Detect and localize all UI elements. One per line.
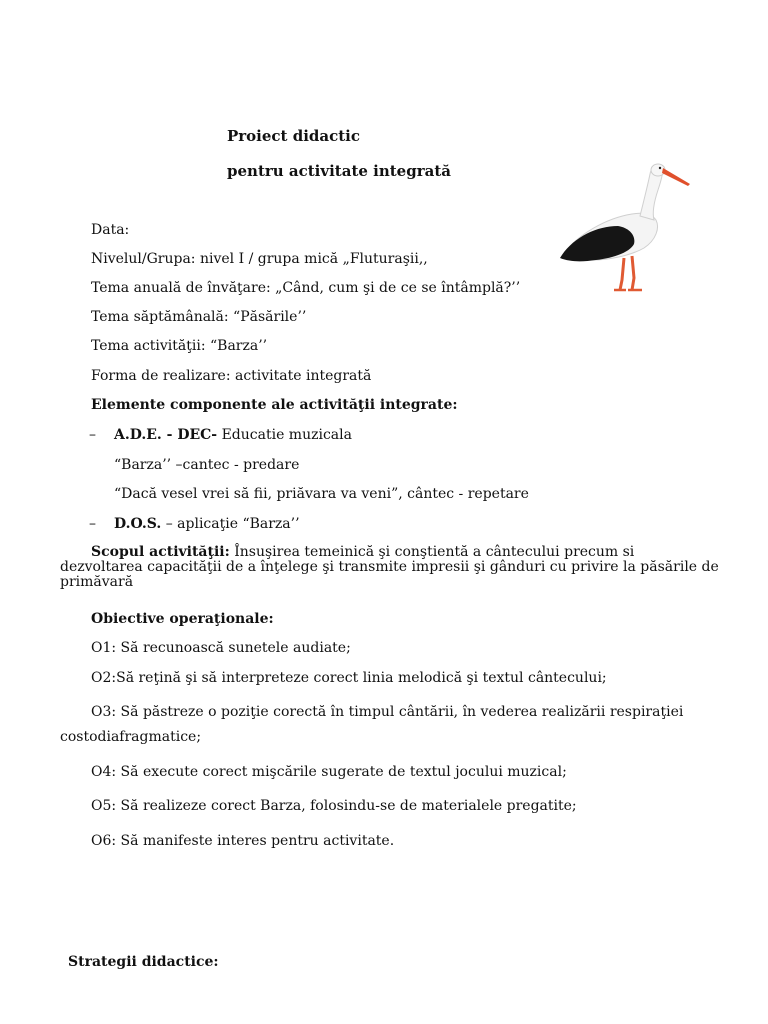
elemente-heading: Elemente componente ale activităţii integrate: [91, 397, 458, 413]
objective-o6: O6: Să manifeste interes pentru activitate. [91, 833, 395, 849]
ade-sub-1: “Barza’’ –cantec - predare [114, 457, 300, 473]
title-line-1: Proiect didactic [227, 127, 361, 145]
scop-label: Scopul activităţii: [91, 544, 230, 560]
objective-o1: O1: Să recunoască sunetele audiate; [91, 640, 351, 656]
dos-item [114, 516, 300, 532]
stork-illustration [552, 156, 692, 296]
objective-o3-line2: costodiafragmatice; [60, 729, 202, 745]
ade-item [114, 427, 352, 443]
bullet-dash: – [89, 516, 96, 532]
dos-label: D.O.S. [114, 516, 162, 532]
scop-paragraph [60, 545, 720, 590]
tema-activitatii: Tema activităţii: “Barza’’ [91, 338, 268, 354]
objective-o5: O5: Să realizeze corect Barza, folosindu-se de materialele pregatite; [91, 798, 577, 814]
ade-sub-2: “Dacă vesel vrei să fii, priăvara va veni”, cântec - repetare [114, 486, 529, 502]
data-label: Data: [91, 222, 130, 238]
strategii-heading: Strategii didactice: [68, 954, 219, 970]
objective-o3-line1: O3: Să păstreze o poziţie corectă în timpul cântării, în vederea realizării respiraţiei [91, 704, 684, 720]
ade-text: Educatie muzicala [221, 427, 352, 443]
dos-text: – aplicaţie “Barza’’ [165, 516, 300, 532]
objective-o4: O4: Să execute corect mişcările sugerate de textul jocului muzical; [91, 764, 567, 780]
nivel-grupa: Nivelul/Grupa: nivel I / grupa mică „Fluturaşii,, [91, 251, 428, 267]
bullet-dash: – [89, 427, 96, 443]
tema-saptamanala: Tema săptămânală: “Păsările’’ [91, 309, 307, 325]
tema-anuala: Tema anuală de învăţare: „Când, cum şi de ce se întâmplă?’’ [91, 280, 521, 296]
ade-label: A.D.E. - DEC- [114, 427, 218, 443]
scop-text: Însuşirea temeinică şi conştientă a cântecului precum si dezvoltarea capacităţii de a înţelege şi transmite impresii şi gânduri cu privire la păsările de primăvară [60, 544, 719, 590]
title-line-2: pentru activitate integrată [227, 162, 451, 180]
objective-o2: O2:Să reţină şi să interpreteze corect linia melodică şi textul cântecului; [91, 670, 607, 686]
obiective-heading: Obiective operaţionale: [91, 611, 274, 627]
forma-realizare: Forma de realizare: activitate integrată [91, 368, 372, 384]
